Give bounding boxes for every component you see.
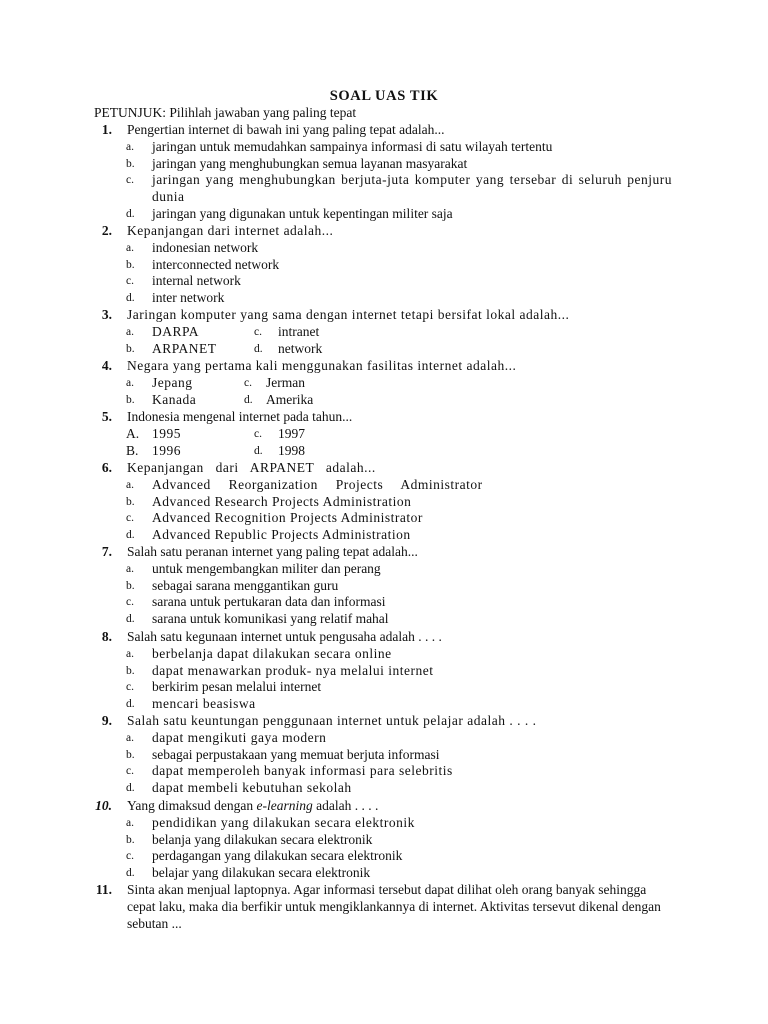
option-label: b. — [126, 664, 135, 677]
question-text-before: Yang dimaksud dengan — [127, 798, 257, 813]
option-label: c. — [126, 850, 134, 863]
option-label: d. — [126, 613, 135, 626]
question-text: Negara yang pertama kali menggunakan fasilitas internet adalah... — [127, 358, 517, 373]
option-label: a. — [126, 140, 134, 153]
option-text: jaringan yang menghubungkan semua layanan masyarakat — [152, 155, 468, 171]
option-text: jaringan untuk memudahkan sampainya informasi di satu wilayah tertentu — [152, 138, 553, 154]
option-label: d. — [126, 207, 135, 220]
option-text: dapat mengikuti gaya modern — [152, 729, 327, 745]
option-text: belajar yang dilakukan secara elektronik — [152, 865, 371, 881]
question-text: Salah satu keuntungan penggunaan internet untuk pelajar adalah . . . . — [127, 713, 537, 728]
option-label: c. — [254, 325, 262, 338]
question-5 — [94, 409, 684, 459]
option-text: sebagai perpustakaan yang memuat berjuta informasi — [152, 746, 440, 762]
option-label: d. — [244, 393, 253, 406]
option-label: c. — [126, 681, 134, 694]
option-label: A. — [126, 425, 140, 441]
option-label: a. — [126, 647, 134, 660]
option-text: Advanced Recognition Projects Administrator — [152, 510, 423, 526]
question-number: 2. — [101, 223, 112, 238]
option-label: d. — [254, 342, 263, 355]
option-text: berbelanja dapat dilakukan secara online — [152, 645, 392, 661]
question-8 — [94, 629, 684, 713]
question-number: 10. — [95, 798, 112, 813]
question-6 — [94, 460, 684, 544]
option-text: dapat membeli kebutuhan sekolah — [152, 780, 352, 796]
question-number: 5. — [101, 409, 112, 424]
option-text: perdagangan yang dilakukan secara elektronik — [152, 848, 403, 864]
option-text: jaringan yang menghubungkan berjuta-juta komputer yang tersebar di seluruh penjuru dunia — [152, 172, 672, 205]
option-text: Jepang — [152, 374, 193, 390]
question-text: Kepanjangan dari ARPANET adalah... — [127, 460, 376, 475]
option-text: internal network — [152, 273, 241, 289]
question-3 — [94, 307, 684, 357]
option-label: a. — [126, 562, 134, 575]
option-text: pendidikan yang dilakukan secara elektronik — [152, 814, 415, 830]
instruction-text: PETUNJUK: Pilihlah jawaban yang paling tepat — [94, 105, 357, 120]
question-text: Kepanjangan dari internet adalah... — [127, 223, 334, 238]
option-text: jaringan yang digunakan untuk kepentingan militer saja — [152, 205, 453, 221]
question-number: 11. — [95, 882, 112, 897]
question-11 — [94, 882, 684, 932]
option-label: b. — [126, 495, 135, 508]
option-label: d. — [126, 698, 135, 711]
option-text: 1995 — [152, 425, 181, 441]
option-label: a. — [126, 376, 134, 389]
option-text: sebagai sarana menggantikan guru — [152, 577, 339, 593]
option-text: Advanced Research Projects Administration — [152, 493, 412, 509]
question-text — [127, 798, 378, 815]
option-text: Kanada — [152, 391, 197, 407]
option-label: a. — [126, 325, 134, 338]
question-text: Pengertian internet di bawah ini yang paling tepat adalah... — [127, 122, 445, 137]
question-text-emphasis: e-learning — [256, 798, 313, 813]
option-text: Advanced Republic Projects Administration — [152, 527, 411, 543]
option-label: d. — [126, 292, 135, 305]
option-label: a. — [126, 478, 134, 491]
option-text: berkirim pesan melalui internet — [152, 679, 322, 695]
option-text: 1996 — [152, 442, 181, 458]
question-text: Salah satu peranan internet yang paling tepat adalah... — [127, 544, 418, 559]
question-number: 1. — [101, 122, 112, 137]
option-text: Advanced Reorganization Projects Administrator — [152, 476, 483, 492]
question-10 — [94, 798, 684, 882]
option-text: 1997 — [278, 425, 305, 441]
option-text: untuk mengembangkan militer dan perang — [152, 560, 381, 576]
option-label: a. — [126, 731, 134, 744]
option-label: b. — [126, 579, 135, 592]
option-label: d. — [126, 782, 135, 795]
question-1 — [94, 122, 684, 223]
option-text: network — [278, 340, 323, 356]
option-text: belanja yang dilakukan secara elektronik — [152, 831, 373, 847]
question-4 — [94, 358, 684, 408]
option-text: interconnected network — [152, 256, 280, 272]
option-label: b. — [126, 393, 135, 406]
option-text: Amerika — [266, 391, 314, 407]
option-label: c. — [126, 275, 134, 288]
option-label: b. — [126, 342, 135, 355]
question-7 — [94, 544, 684, 628]
question-2 — [94, 223, 684, 307]
option-text: dapat memperoleh banyak informasi para selebritis — [152, 763, 453, 779]
question-number: 6. — [101, 460, 112, 475]
question-text: Sinta akan menjual laptopnya. Agar informasi tersebut dapat dilihat oleh orang banyak sehingga cepat laku, maka dia berfikir untuk mengiklankannya di internet. Aktivitas tersevut dikenal dengan sebutan ... — [127, 882, 661, 931]
option-label: B. — [126, 442, 139, 458]
question-9 — [94, 713, 684, 797]
page-title: SOAL UAS TIK — [329, 88, 439, 104]
option-label: a. — [126, 241, 134, 254]
question-text: Jaringan komputer yang sama dengan internet tetapi bersifat lokal adalah... — [127, 307, 570, 322]
option-label: b. — [126, 748, 135, 761]
option-text: dapat menawarkan produk- nya melalui internet — [152, 662, 434, 678]
question-number: 4. — [101, 358, 112, 373]
option-text: indonesian network — [152, 239, 259, 255]
question-text-after: adalah . . . . — [312, 798, 379, 813]
option-text: sarana untuk pertukaran data dan informasi — [152, 594, 386, 610]
question-text: Indonesia mengenal internet pada tahun... — [127, 409, 353, 424]
option-text: sarana untuk komunikasi yang relatif mahal — [152, 611, 389, 627]
question-number: 3. — [101, 307, 112, 322]
option-label: a. — [126, 816, 134, 829]
option-text: mencari beasiswa — [152, 696, 256, 712]
option-label: c. — [244, 376, 252, 389]
option-text: ARPANET — [152, 340, 217, 356]
option-text: DARPA — [152, 323, 200, 339]
question-number: 7. — [101, 544, 112, 559]
option-label: c. — [126, 512, 134, 525]
option-text: intranet — [278, 323, 320, 339]
question-number: 9. — [101, 713, 112, 728]
option-label: d. — [254, 444, 263, 457]
option-label: c. — [126, 596, 134, 609]
option-label: c. — [254, 427, 262, 440]
question-number: 8. — [101, 629, 112, 644]
option-label: b. — [126, 833, 135, 846]
option-text: inter network — [152, 290, 225, 306]
option-text: Jerman — [266, 374, 305, 390]
option-label: d. — [126, 867, 135, 880]
option-label: d. — [126, 529, 135, 542]
option-text: 1998 — [278, 442, 305, 458]
option-label: b. — [126, 157, 135, 170]
question-text: Salah satu kegunaan internet untuk pengusaha adalah . . . . — [127, 629, 442, 644]
option-label: c. — [126, 765, 134, 778]
option-label: c. — [126, 174, 134, 187]
option-label: b. — [126, 258, 135, 271]
